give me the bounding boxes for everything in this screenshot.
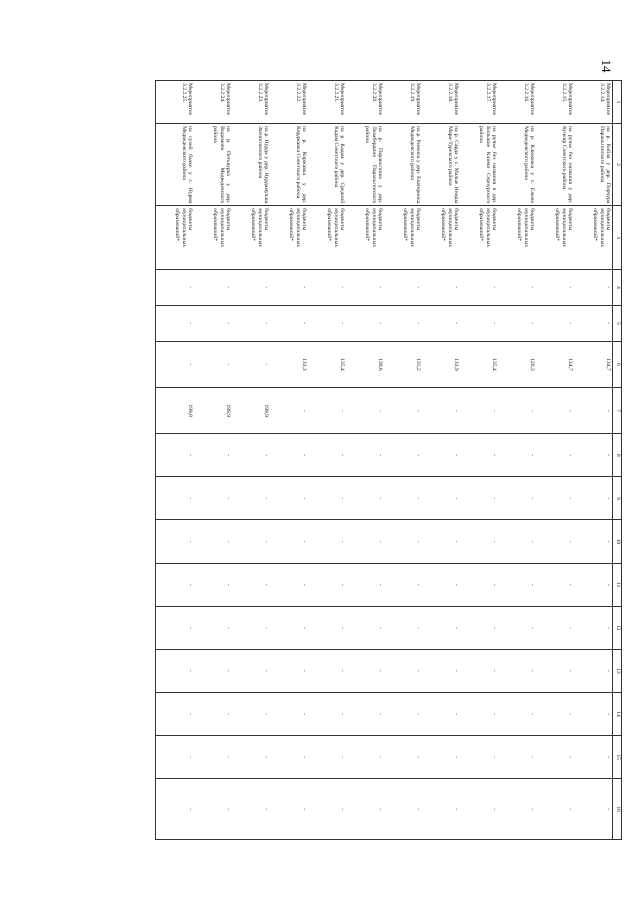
value-cell: - bbox=[536, 269, 574, 305]
value-cell: - bbox=[574, 606, 613, 649]
value-cell: - bbox=[422, 649, 460, 692]
value-cell: - bbox=[384, 649, 422, 692]
value-cell: - bbox=[232, 434, 270, 477]
table-row bbox=[536, 81, 574, 840]
value-cell: - bbox=[574, 388, 613, 434]
value-cell: - bbox=[498, 692, 536, 735]
measure-description-cell: на р. Нурда у дер. Нурдамучаш Звениговского района bbox=[232, 124, 270, 206]
value-cell: - bbox=[270, 779, 308, 840]
value-cell: - bbox=[156, 520, 195, 563]
measure-id-cell: Мероприятие 3.2.2.25. bbox=[156, 81, 195, 124]
measure-description-cell: на р. Ревенка у дер. Екатеринка Медведевского района bbox=[384, 124, 422, 206]
col-header: 11 bbox=[613, 563, 622, 606]
table-row bbox=[346, 81, 384, 840]
funding-source-cell: бюджеты муниципальных образований* bbox=[574, 206, 613, 270]
value-cell: - bbox=[498, 563, 536, 606]
col-header: 14 bbox=[613, 692, 622, 735]
table-row bbox=[574, 81, 613, 840]
measure-description-cell: на р. Кадам у дер. Средний Кадам Советского района bbox=[308, 124, 346, 206]
value-cell: - bbox=[498, 305, 536, 341]
value-cell: - bbox=[536, 649, 574, 692]
value-cell: - bbox=[460, 692, 498, 735]
col-header: 9 bbox=[613, 477, 622, 520]
value-cell: - bbox=[194, 341, 232, 387]
value-cell: - bbox=[194, 692, 232, 735]
value-cell: - bbox=[232, 606, 270, 649]
rotated-table-container bbox=[114, 80, 622, 840]
value-cell: - bbox=[156, 477, 195, 520]
value-cell: - bbox=[346, 269, 384, 305]
value-cell: - bbox=[270, 269, 308, 305]
value-cell: - bbox=[308, 269, 346, 305]
value-cell: - bbox=[346, 606, 384, 649]
value-cell: - bbox=[346, 520, 384, 563]
value-cell: - bbox=[308, 606, 346, 649]
value-cell: - bbox=[384, 692, 422, 735]
value-cell: - bbox=[308, 434, 346, 477]
value-cell: - bbox=[156, 341, 195, 387]
value-cell: - bbox=[536, 563, 574, 606]
value-cell: - bbox=[460, 779, 498, 840]
value-cell: - bbox=[498, 388, 536, 434]
col-header: 13 bbox=[613, 649, 622, 692]
value-cell: - bbox=[460, 434, 498, 477]
value-cell: - bbox=[346, 649, 384, 692]
value-cell: - bbox=[498, 520, 536, 563]
value-cell: - bbox=[232, 563, 270, 606]
value-cell: - bbox=[460, 520, 498, 563]
value-cell: - bbox=[574, 692, 613, 735]
value-cell: - bbox=[574, 563, 613, 606]
value-cell: - bbox=[384, 305, 422, 341]
value-cell: 135,4 bbox=[460, 341, 498, 387]
value-cell: - bbox=[194, 779, 232, 840]
header-row bbox=[613, 81, 622, 840]
col-header: 16 bbox=[613, 779, 622, 840]
value-cell: - bbox=[308, 692, 346, 735]
value-cell: - bbox=[308, 388, 346, 434]
col-header: 2 bbox=[613, 124, 622, 206]
col-header: 10 bbox=[613, 520, 622, 563]
measure-id-cell: Мероприятие 3.2.2.22. bbox=[270, 81, 308, 124]
value-cell: 135,2 bbox=[384, 341, 422, 387]
measure-id-cell: Мероприятие 3.2.2.20. bbox=[346, 81, 384, 124]
value-cell: - bbox=[232, 269, 270, 305]
value-cell: 133,9 bbox=[422, 341, 460, 387]
funding-source-cell: бюджеты муниципальных образований* bbox=[156, 206, 195, 270]
measure-description-cell: на р. Койла у дер. Порчура Параньгинского района bbox=[574, 124, 613, 206]
table-row bbox=[422, 81, 460, 840]
table-row bbox=[194, 81, 232, 840]
value-cell: - bbox=[422, 477, 460, 520]
col-header: 3 bbox=[613, 206, 622, 270]
value-cell: - bbox=[346, 779, 384, 840]
value-cell: - bbox=[156, 563, 195, 606]
value-cell: - bbox=[460, 563, 498, 606]
measure-id-cell: Мероприятие 3.2.2.15. bbox=[536, 81, 574, 124]
value-cell: - bbox=[308, 477, 346, 520]
measure-description-cell: на р. Клюковка у с. Ежово Медведевского района bbox=[498, 124, 536, 206]
value-cell: - bbox=[536, 692, 574, 735]
value-cell: - bbox=[346, 305, 384, 341]
funding-source-cell: бюджеты муниципальных образований* bbox=[232, 206, 270, 270]
value-cell: - bbox=[384, 477, 422, 520]
value-cell: - bbox=[498, 779, 536, 840]
value-cell: - bbox=[270, 736, 308, 779]
value-cell: - bbox=[270, 434, 308, 477]
value-cell: - bbox=[346, 434, 384, 477]
value-cell: - bbox=[232, 649, 270, 692]
funding-source-cell: бюджеты муниципальных образований* bbox=[194, 206, 232, 270]
funding-source-cell: бюджеты муниципальных образований* bbox=[536, 206, 574, 270]
value-cell: - bbox=[270, 606, 308, 649]
value-cell: - bbox=[194, 563, 232, 606]
value-cell: - bbox=[194, 477, 232, 520]
table-row bbox=[232, 81, 270, 840]
value-cell: - bbox=[536, 434, 574, 477]
value-cell: - bbox=[422, 692, 460, 735]
value-cell: - bbox=[194, 520, 232, 563]
measure-id-cell: Мероприятие 3.2.2.23. bbox=[232, 81, 270, 124]
value-cell: - bbox=[156, 269, 195, 305]
value-cell: - bbox=[194, 736, 232, 779]
value-cell: - bbox=[308, 520, 346, 563]
value-cell: - bbox=[384, 779, 422, 840]
value-cell: - bbox=[270, 692, 308, 735]
value-cell: - bbox=[460, 606, 498, 649]
measure-description-cell: на ручье без названия у дер. Кучеир Советского района bbox=[536, 124, 574, 206]
value-cell: - bbox=[232, 779, 270, 840]
value-cell: - bbox=[422, 520, 460, 563]
value-cell: - bbox=[232, 520, 270, 563]
value-cell: - bbox=[270, 520, 308, 563]
value-cell: - bbox=[232, 736, 270, 779]
col-header: 7 bbox=[613, 388, 622, 434]
value-cell: - bbox=[422, 736, 460, 779]
value-cell: - bbox=[232, 305, 270, 341]
value-cell: - bbox=[346, 477, 384, 520]
value-cell: - bbox=[194, 649, 232, 692]
measure-description-cell: на р. Сарда у с. Малые Немды Мари-Турекского района bbox=[422, 124, 460, 206]
value-cell: 134,7 bbox=[536, 341, 574, 387]
value-cell: - bbox=[270, 305, 308, 341]
budget-table bbox=[155, 80, 622, 840]
value-cell: - bbox=[498, 736, 536, 779]
value-cell: - bbox=[498, 269, 536, 305]
value-cell: 199,8 bbox=[156, 388, 195, 434]
col-header: 8 bbox=[613, 434, 622, 477]
table-row bbox=[270, 81, 308, 840]
value-cell: 199,9 bbox=[194, 388, 232, 434]
value-cell: - bbox=[460, 388, 498, 434]
value-cell: - bbox=[498, 649, 536, 692]
table-row bbox=[460, 81, 498, 840]
value-cell: - bbox=[346, 692, 384, 735]
funding-source-cell: бюджеты муниципальных образований* bbox=[384, 206, 422, 270]
measure-description-cell: на р. Петьяурка у дер. Видимово Медведевского района bbox=[194, 124, 232, 206]
funding-source-cell: бюджеты муниципальных образований* bbox=[460, 206, 498, 270]
value-cell: - bbox=[384, 520, 422, 563]
value-cell: 133,3 bbox=[270, 341, 308, 387]
value-cell: - bbox=[156, 736, 195, 779]
value-cell: - bbox=[384, 269, 422, 305]
value-cell: 130,6 bbox=[346, 341, 384, 387]
value-cell: - bbox=[270, 563, 308, 606]
value-cell: - bbox=[460, 305, 498, 341]
value-cell: - bbox=[194, 434, 232, 477]
value-cell: - bbox=[422, 563, 460, 606]
value-cell: - bbox=[536, 305, 574, 341]
value-cell: - bbox=[460, 269, 498, 305]
value-cell: - bbox=[270, 649, 308, 692]
value-cell: - bbox=[194, 269, 232, 305]
value-cell: - bbox=[384, 563, 422, 606]
value-cell: 199,9 bbox=[232, 388, 270, 434]
table-row bbox=[308, 81, 346, 840]
value-cell: - bbox=[422, 305, 460, 341]
measure-description-cell: на р. Коржавка у дер. Корджавка Советского района bbox=[270, 124, 308, 206]
value-cell: - bbox=[498, 477, 536, 520]
value-cell: - bbox=[536, 736, 574, 779]
value-cell: - bbox=[346, 563, 384, 606]
value-cell: - bbox=[308, 563, 346, 606]
value-cell: - bbox=[574, 736, 613, 779]
value-cell: - bbox=[574, 269, 613, 305]
col-header: 12 bbox=[613, 606, 622, 649]
col-header: 1 bbox=[613, 81, 622, 124]
value-cell: - bbox=[232, 477, 270, 520]
value-cell: - bbox=[384, 606, 422, 649]
value-cell: - bbox=[270, 388, 308, 434]
value-cell: - bbox=[384, 736, 422, 779]
value-cell: - bbox=[536, 779, 574, 840]
measure-id-cell: Мероприятие 3.2.2.24. bbox=[194, 81, 232, 124]
value-cell: - bbox=[308, 736, 346, 779]
measure-description-cell: на сухой балке у с. Нурма Медведевского района bbox=[156, 124, 195, 206]
value-cell: 135,4 bbox=[308, 341, 346, 387]
table-row bbox=[156, 81, 195, 840]
value-cell: - bbox=[346, 388, 384, 434]
value-cell: - bbox=[574, 779, 613, 840]
measure-description-cell: на ручье без названия в дер. Большие Ключи Сернурского района bbox=[460, 124, 498, 206]
value-cell: - bbox=[498, 434, 536, 477]
measure-id-cell: Мероприятие 3.2.2.17. bbox=[460, 81, 498, 124]
value-cell: - bbox=[460, 477, 498, 520]
value-cell: - bbox=[422, 606, 460, 649]
value-cell: - bbox=[422, 269, 460, 305]
value-cell: - bbox=[308, 649, 346, 692]
value-cell: - bbox=[156, 305, 195, 341]
value-cell: - bbox=[536, 606, 574, 649]
value-cell: - bbox=[384, 434, 422, 477]
funding-source-cell: бюджеты муниципальных образований* bbox=[422, 206, 460, 270]
value-cell: - bbox=[270, 477, 308, 520]
table-row bbox=[384, 81, 422, 840]
funding-source-cell: бюджеты муниципальных образований* bbox=[308, 206, 346, 270]
value-cell: - bbox=[536, 477, 574, 520]
funding-source-cell: бюджеты муниципальных образований* bbox=[346, 206, 384, 270]
value-cell: - bbox=[194, 606, 232, 649]
value-cell: - bbox=[536, 520, 574, 563]
col-header: 15 bbox=[613, 736, 622, 779]
value-cell: - bbox=[384, 388, 422, 434]
value-cell: - bbox=[422, 779, 460, 840]
measure-id-cell: Мероприятие 3.2.2.21. bbox=[308, 81, 346, 124]
measure-id-cell: Мероприятие 3.2.2.16. bbox=[498, 81, 536, 124]
value-cell: - bbox=[422, 388, 460, 434]
col-header: 5 bbox=[613, 305, 622, 341]
value-cell: - bbox=[156, 692, 195, 735]
measure-id-cell: Мероприятие 3.2.2.14. bbox=[574, 81, 613, 124]
value-cell: - bbox=[232, 692, 270, 735]
funding-source-cell: бюджеты муниципальных образований* bbox=[498, 206, 536, 270]
col-header: 4 bbox=[613, 269, 622, 305]
measure-id-cell: Мероприятие 3.2.2.18. bbox=[422, 81, 460, 124]
table-row bbox=[498, 81, 536, 840]
col-header: 6 bbox=[613, 341, 622, 387]
value-cell: 134,7 bbox=[574, 341, 613, 387]
value-cell: 120,3 bbox=[498, 341, 536, 387]
value-cell: - bbox=[346, 736, 384, 779]
value-cell: - bbox=[156, 434, 195, 477]
value-cell: - bbox=[156, 606, 195, 649]
funding-source-cell: бюджеты муниципальных образований* bbox=[270, 206, 308, 270]
value-cell: - bbox=[574, 477, 613, 520]
value-cell: - bbox=[460, 736, 498, 779]
value-cell: - bbox=[574, 434, 613, 477]
measure-id-cell: Мероприятие 3.2.2.19. bbox=[384, 81, 422, 124]
value-cell: - bbox=[232, 341, 270, 387]
value-cell: - bbox=[156, 649, 195, 692]
page-number: 14 bbox=[599, 59, 614, 73]
value-cell: - bbox=[574, 520, 613, 563]
value-cell: - bbox=[574, 649, 613, 692]
value-cell: - bbox=[536, 388, 574, 434]
value-cell: - bbox=[308, 305, 346, 341]
value-cell: - bbox=[194, 305, 232, 341]
value-cell: - bbox=[574, 305, 613, 341]
value-cell: - bbox=[460, 649, 498, 692]
value-cell: - bbox=[422, 434, 460, 477]
value-cell: - bbox=[156, 779, 195, 840]
measure-description-cell: на р. Параньгинка у дер. Люмбердино Параньгинского района bbox=[346, 124, 384, 206]
value-cell: - bbox=[498, 606, 536, 649]
value-cell: - bbox=[308, 779, 346, 840]
